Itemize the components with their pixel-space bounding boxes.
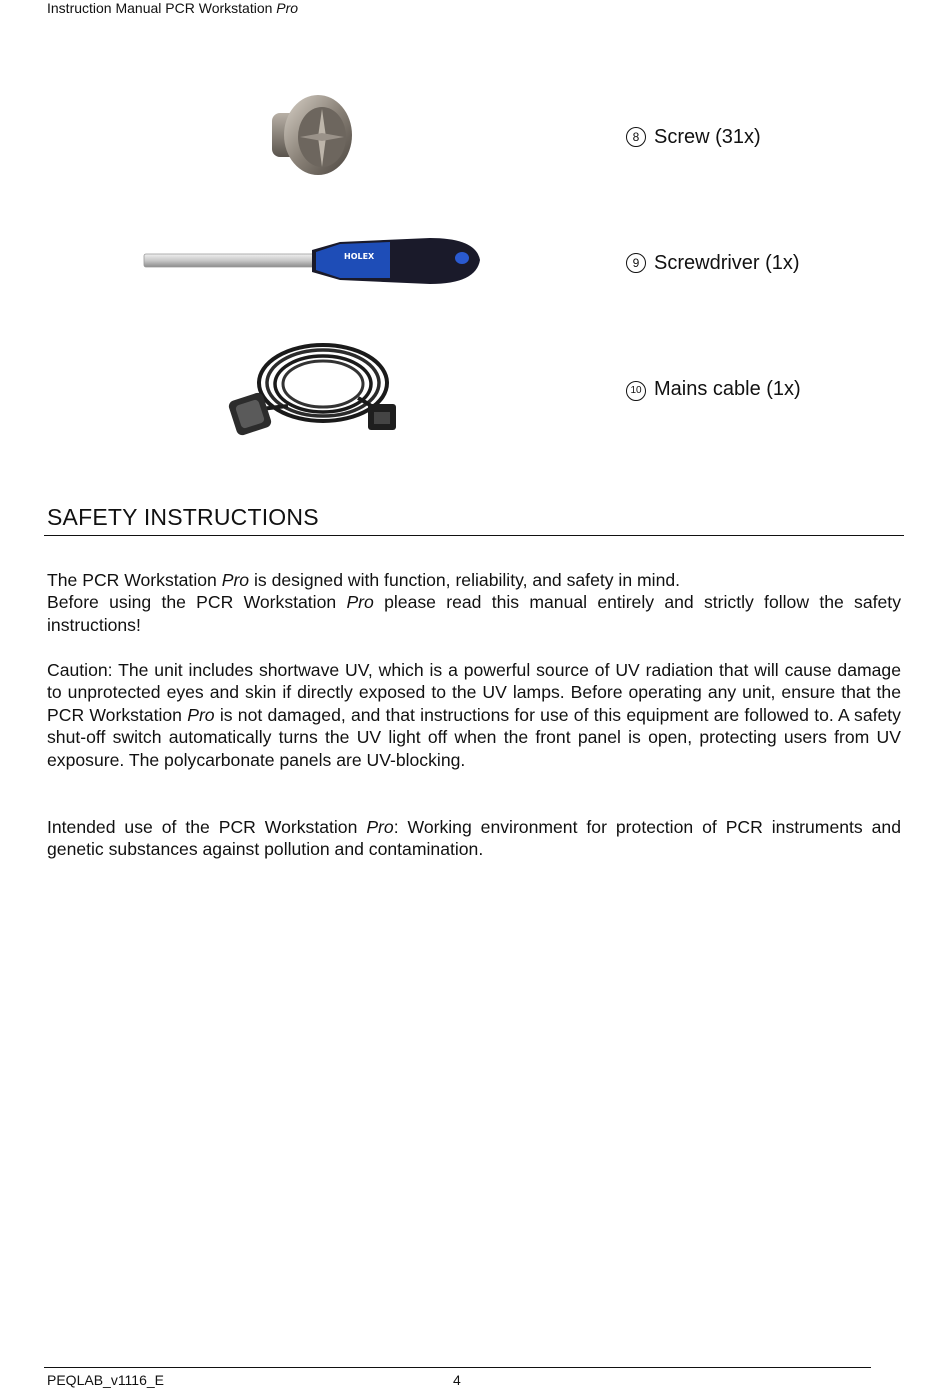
text-run: : Working environment for protection of PCR instruments and genetic substances against pollution and contamination. — [47, 817, 901, 860]
product-italic: Pro — [346, 592, 374, 613]
caution-paragraph — [47, 659, 901, 771]
paragraph-4 — [47, 816, 901, 861]
item-label-text: Mains cable (1x) — [654, 378, 801, 400]
text-run: Before using the PCR Workstation — [47, 592, 347, 613]
text-run: Caution: The unit includes shortwave UV, which is a powerful source of UV radiation that will cause damage to unprotected eyes and skin if directly exposed to the UV lamps. Before operating any unit, ensure that the PCR Workstation — [47, 660, 901, 725]
text-run: The PCR Workstation — [47, 570, 222, 590]
text-run: is not damaged, and that instructions for use of this equipment are followed to. A safety shut-off switch automatically turns the UV light off when the front panel is open, protecting users from UV exposure. The polycarbonate panels are UV-blocking. — [47, 704, 901, 770]
product-italic: Pro — [221, 570, 250, 590]
paragraph-2 — [47, 591, 901, 636]
item-mains-cable-label — [626, 378, 801, 401]
item-screwdriver-label — [626, 252, 800, 275]
footer-divider — [44, 1367, 871, 1368]
page-header — [47, 0, 298, 16]
text-run: please read this manual entirely and strictly follow the safety instructions! — [47, 592, 901, 635]
item-screw-label — [626, 126, 761, 149]
section-title: SAFETY INSTRUCTIONS — [47, 504, 319, 530]
screw-icon — [268, 95, 358, 180]
item-label-text: Screwdriver (1x) — [654, 252, 800, 274]
item-number-badge: 10 — [626, 381, 646, 401]
intended-use-paragraph — [47, 816, 901, 861]
paragraph-1 — [47, 569, 901, 591]
text-run: Intended use of the PCR Workstation — [47, 817, 367, 837]
paragraph-3 — [47, 659, 901, 771]
footer-doc-id: PEQLAB_v1116_E — [47, 1372, 165, 1388]
text-run: is designed with function, reliability, and safety in mind. — [249, 570, 681, 590]
screwdriver-brand-text: HOLEX — [344, 252, 375, 261]
header-product-italic: Pro — [276, 0, 299, 16]
section-divider — [44, 535, 904, 536]
screwdriver-icon — [140, 232, 486, 290]
product-italic: Pro — [187, 704, 215, 725]
item-number-badge: 9 — [626, 253, 646, 273]
item-number-badge: 8 — [626, 127, 646, 147]
product-italic: Pro — [366, 817, 394, 837]
item-label-text: Screw (31x) — [654, 126, 761, 148]
mains-cable-icon — [228, 338, 403, 438]
header-text: Instruction Manual PCR Workstation — [47, 0, 277, 16]
footer-page-number: 4 — [453, 1372, 461, 1388]
intro-paragraph — [47, 569, 901, 636]
